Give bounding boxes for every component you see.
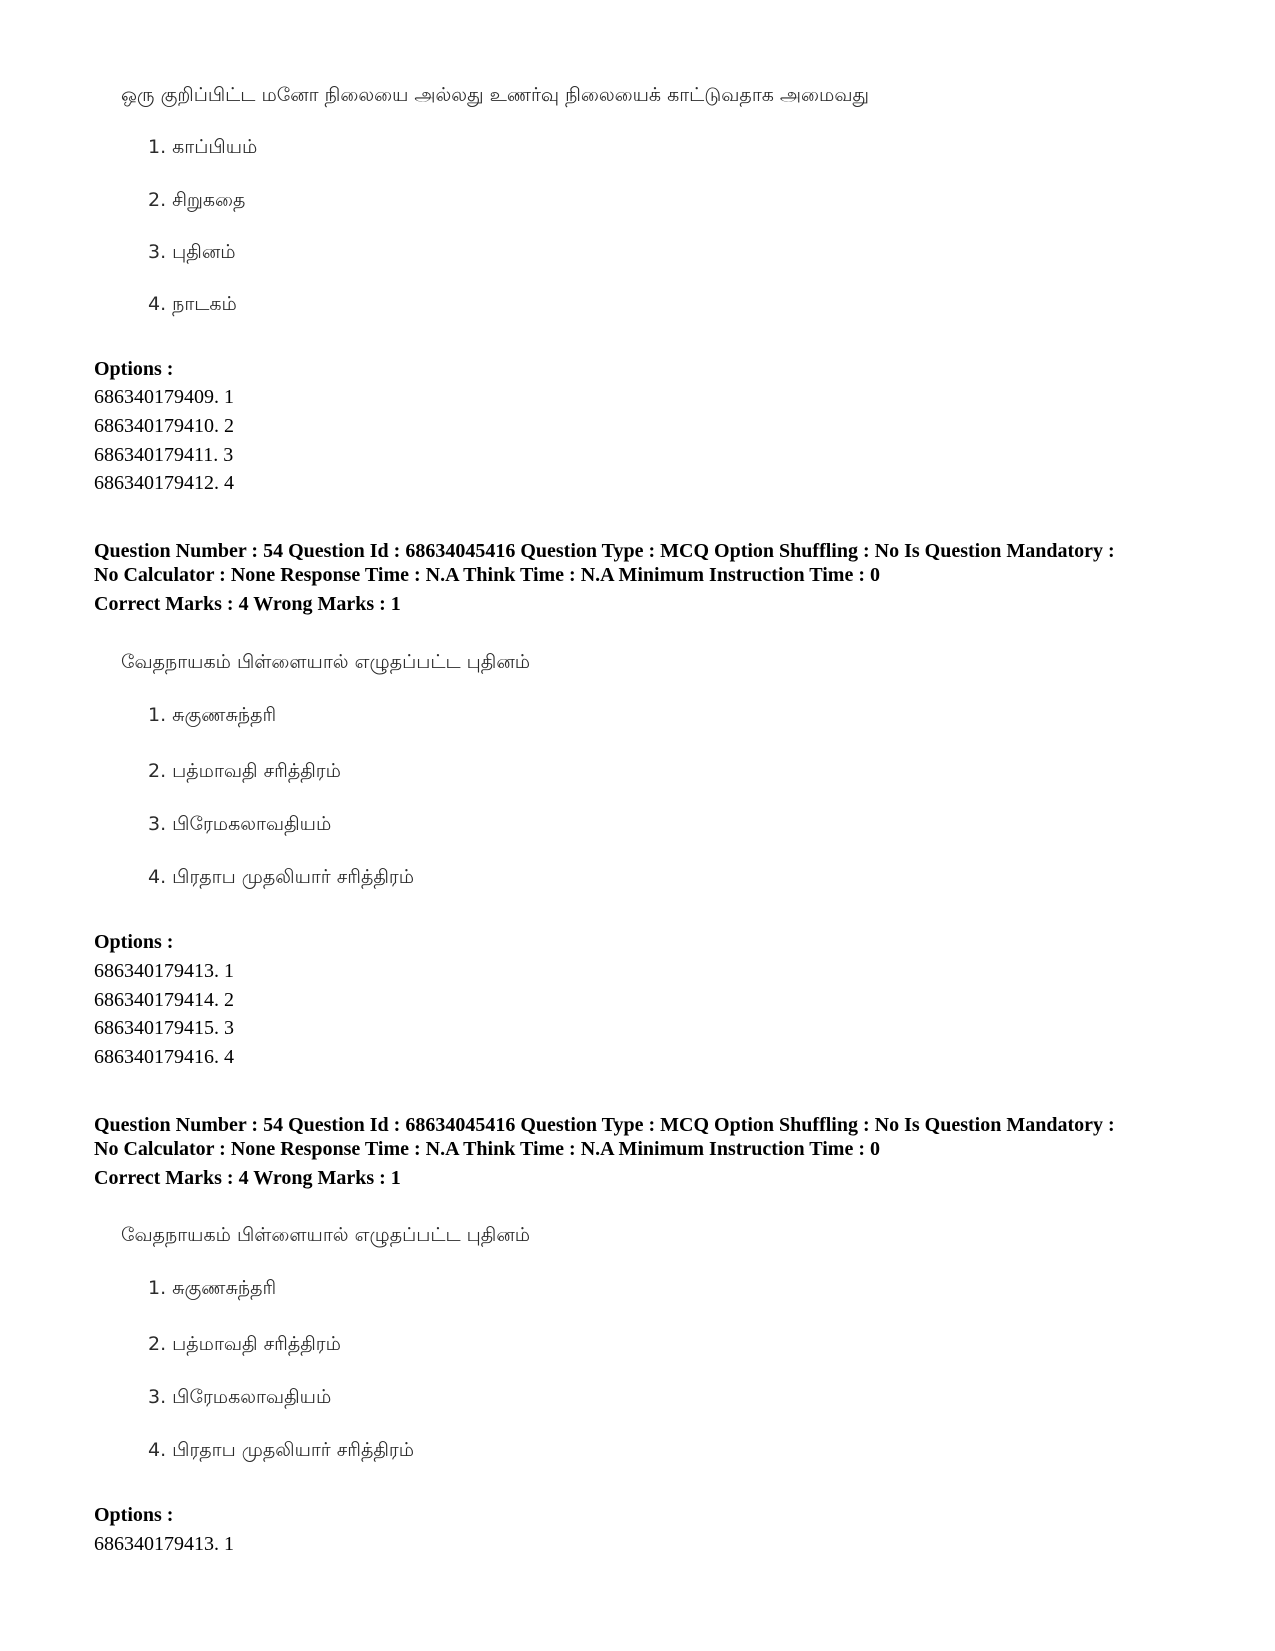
marks-line: Correct Marks : 4 Wrong Marks : 1 <box>94 593 401 615</box>
choice-item: 2. பத்மாவதி சரித்திரம் <box>148 1333 341 1355</box>
question-meta-line: No Calculator : None Response Time : N.A Think Time : N.A Minimum Instruction Time : 0 <box>94 564 880 586</box>
option-line: 686340179415. 3 <box>94 1017 234 1039</box>
option-line: 686340179411. 3 <box>94 444 234 466</box>
option-line: 686340179410. 2 <box>94 415 234 437</box>
question-meta-line: No Calculator : None Response Time : N.A Think Time : N.A Minimum Instruction Time : 0 <box>94 1138 880 1160</box>
option-line: 686340179409. 1 <box>94 386 234 408</box>
option-line: 686340179413. 1 <box>94 1533 234 1555</box>
choice-item: 1. சுகுணசுந்தரி <box>148 1277 277 1299</box>
option-line: 686340179413. 1 <box>94 960 234 982</box>
choice-item: 1. காப்பியம் <box>148 136 258 158</box>
choice-item: 2. சிறுகதை <box>148 189 246 211</box>
option-line: 686340179412. 4 <box>94 472 234 494</box>
choice-item: 1. சுகுணசுந்தரி <box>148 704 277 726</box>
options-heading: Options : <box>94 931 174 953</box>
question-meta-line: Question Number : 54 Question Id : 68634045416 Question Type : MCQ Option Shuffling : No Is Question Mandatory : <box>94 540 1115 562</box>
choice-item: 3. புதினம் <box>148 241 236 263</box>
choice-item: 2. பத்மாவதி சரித்திரம் <box>148 760 341 782</box>
choice-item: 3. பிரேமகலாவதியம் <box>148 813 332 835</box>
question-text: ஒரு குறிப்பிட்ட மனோ நிலையை அல்லது உணர்வு நிலையைக் காட்டுவதாக அமைவது <box>121 84 869 106</box>
choice-item: 4. பிரதாப முதலியார் சரித்திரம் <box>148 866 415 888</box>
choice-item: 4. நாடகம் <box>148 293 237 315</box>
choice-item: 3. பிரேமகலாவதியம் <box>148 1386 332 1408</box>
question-meta-line: Question Number : 54 Question Id : 68634045416 Question Type : MCQ Option Shuffling : No Is Question Mandatory : <box>94 1114 1115 1136</box>
option-line: 686340179416. 4 <box>94 1046 234 1068</box>
option-line: 686340179414. 2 <box>94 989 234 1011</box>
question-text: வேதநாயகம் பிள்ளையால் எழுதப்பட்ட புதினம் <box>121 651 531 673</box>
question-text: வேதநாயகம் பிள்ளையால் எழுதப்பட்ட புதினம் <box>121 1224 531 1246</box>
choice-item: 4. பிரதாப முதலியார் சரித்திரம் <box>148 1439 415 1461</box>
options-heading: Options : <box>94 358 174 380</box>
marks-line: Correct Marks : 4 Wrong Marks : 1 <box>94 1167 401 1189</box>
options-heading: Options : <box>94 1504 174 1526</box>
